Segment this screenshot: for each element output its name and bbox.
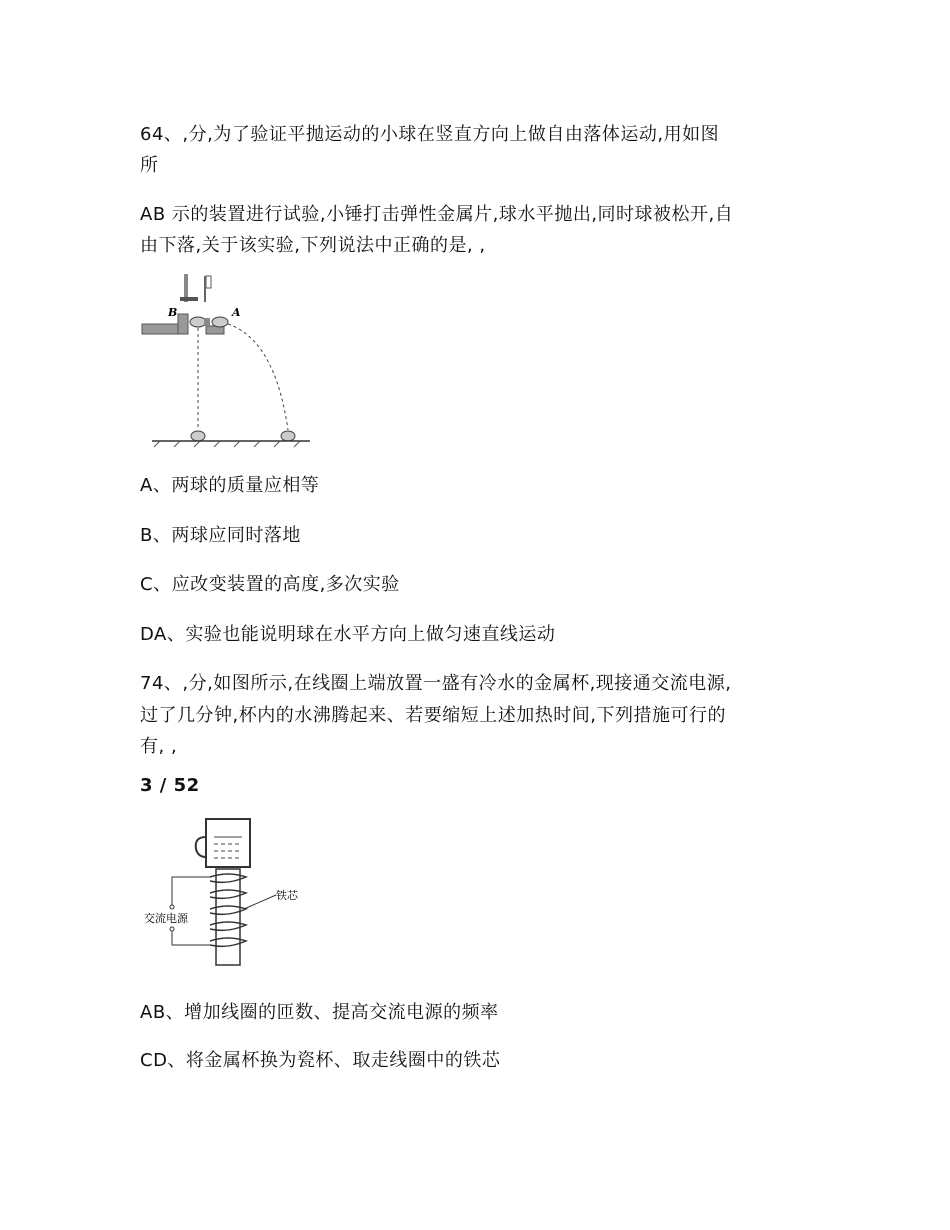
ball-b-label: B <box>168 306 178 319</box>
q64-option-d: DA、实验也能说明球在水平方向上做匀速直线运动 <box>140 624 556 645</box>
projectile-apparatus-figure <box>140 270 315 448</box>
q74-option-ab: AB、增加线圈的匝数、提高交流电源的频率 <box>140 1002 499 1023</box>
q74-line-2: 过了几分钟,杯内的水沸腾起来、若要缩短上述加热时间,下列措施可行的 <box>140 705 726 726</box>
q64-line-1: 64、,分,为了验证平抛运动的小球在竖直方向上做自由落体运动,用如图 <box>140 124 720 145</box>
q64-option-b: B、两球应同时落地 <box>140 525 301 546</box>
q64-line-4: 由下落,关于该实验,下列说法中正确的是, , <box>140 235 486 256</box>
induction-heating-figure <box>140 815 310 973</box>
q64-line-2: 所 <box>140 155 159 176</box>
q64-line-3: AB 示的装置进行试验,小锤打击弹性金属片,球水平抛出,同时球被松开,自 <box>140 204 734 225</box>
q74-line-1: 74、,分,如图所示,在线圈上端放置一盛有冷水的金属杯,现接通交流电源, <box>140 673 732 694</box>
q74-option-cd: CD、将金属杯换为瓷杯、取走线圈中的铁芯 <box>140 1050 501 1071</box>
q64-option-c: C、应改变装置的高度,多次实验 <box>140 574 400 595</box>
page-number: 3 / 52 <box>140 775 200 796</box>
q64-option-a: A、两球的质量应相等 <box>140 475 320 496</box>
ball-a-label: A <box>232 306 241 319</box>
ac-source-label: 交流电源 <box>144 912 188 925</box>
iron-core-label: 铁芯 <box>276 889 298 902</box>
q74-line-3: 有, , <box>140 736 178 757</box>
